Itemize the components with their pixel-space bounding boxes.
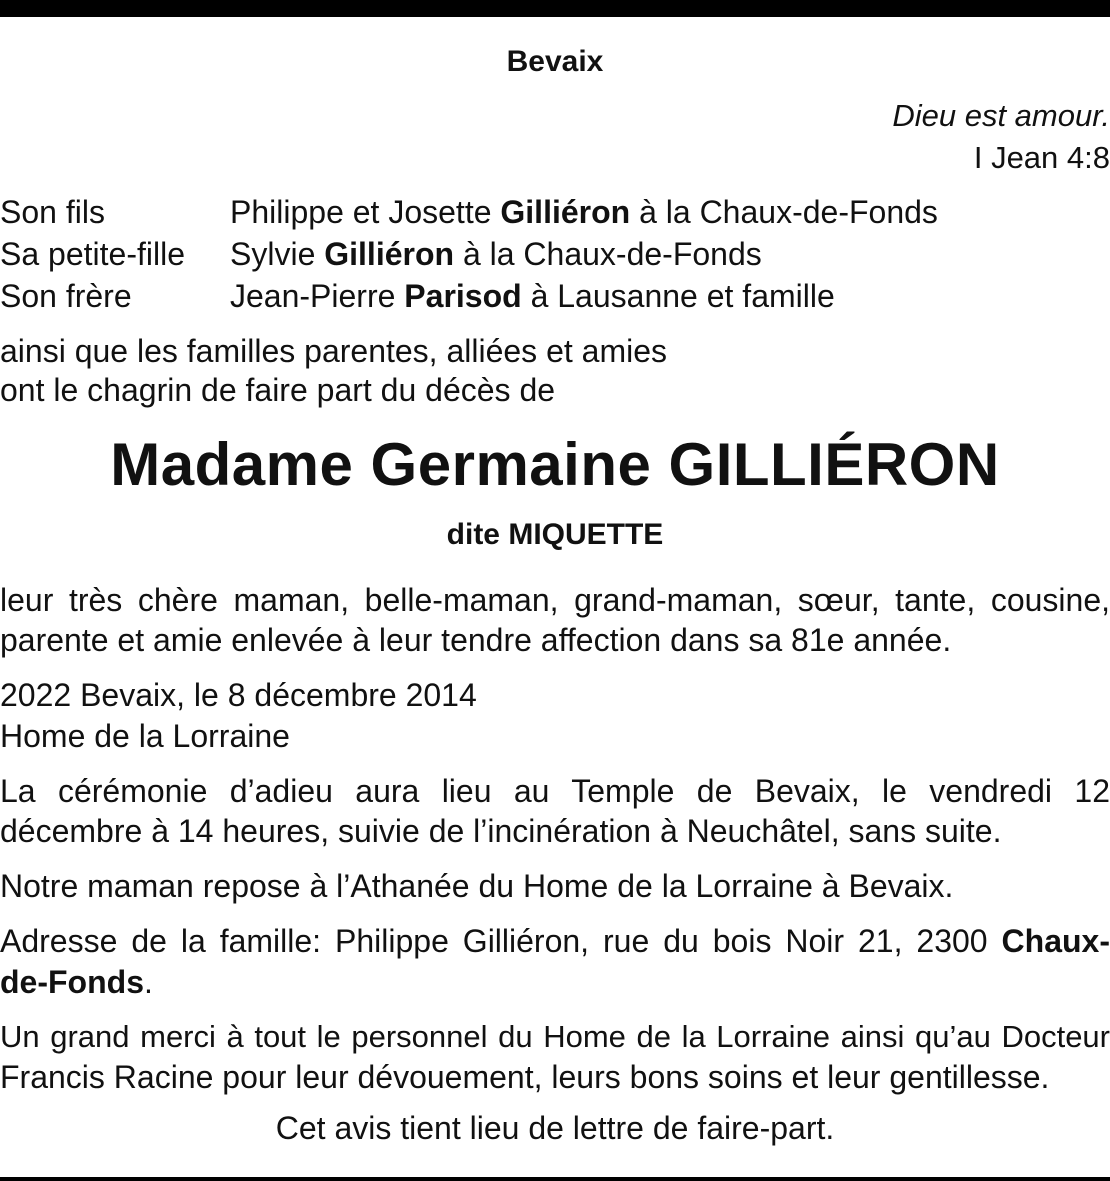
address-line: de-Fonds. xyxy=(0,964,153,1000)
top-rule xyxy=(0,0,1110,17)
bible-verse-reference: I Jean 4:8 xyxy=(973,140,1110,175)
rest-text: Notre maman repose à l’Athanée du Home de la Lorraine à Bevaix. xyxy=(0,868,954,904)
family-relation: Sa petite-fille xyxy=(0,236,185,272)
address-line: Adresse de la famille: Philippe Gilliéron, rue du bois Noir 21, 2300 Chaux- xyxy=(0,923,1110,959)
deceased-name: Madame Germaine GILLIÉRON xyxy=(110,431,1000,498)
intro-line: ainsi que les familles parentes, alliées et amies xyxy=(0,333,667,369)
location-heading: Bevaix xyxy=(506,45,604,78)
bottom-rule xyxy=(0,1177,1110,1181)
thanks-text-line: Un grand merci à tout le personnel du Home de la Lorraine ainsi qu’au Docteur xyxy=(0,1019,1110,1054)
relation-text-line: leur très chère maman, belle-maman, grand-maman, sœur, tante, cousine, xyxy=(0,582,1110,618)
place-name: Home de la Lorraine xyxy=(0,718,290,754)
family-relation: Son frère xyxy=(0,278,132,314)
family-member: Philippe et Josette Gilliéron à la Chaux-de-Fonds xyxy=(230,194,938,230)
deceased-nickname: dite MIQUETTE xyxy=(446,518,664,551)
ceremony-text-line: La cérémonie d’adieu aura lieu au Temple de Bevaix, le vendredi 12 xyxy=(0,773,1110,809)
closing-note: Cet avis tient lieu de lettre de faire-part. xyxy=(275,1110,835,1146)
family-member: Sylvie Gilliéron à la Chaux-de-Fonds xyxy=(230,236,762,272)
relation-text-line: parente et amie enlevée à leur tendre affection dans sa 81e année. xyxy=(0,622,952,658)
thanks-text-line: Francis Racine pour leur dévouement, leurs bons soins et leur gentillesse. xyxy=(0,1059,1050,1095)
ceremony-text-line: décembre à 14 heures, suivie de l’incinération à Neuchâtel, sans suite. xyxy=(0,813,1002,849)
family-relation: Son fils xyxy=(0,194,105,230)
place-date: 2022 Bevaix, le 8 décembre 2014 xyxy=(0,677,477,713)
intro-line: ont le chagrin de faire part du décès de xyxy=(0,372,556,408)
family-member: Jean-Pierre Parisod à Lausanne et famille xyxy=(230,278,835,314)
bible-verse: Dieu est amour. xyxy=(892,98,1110,133)
